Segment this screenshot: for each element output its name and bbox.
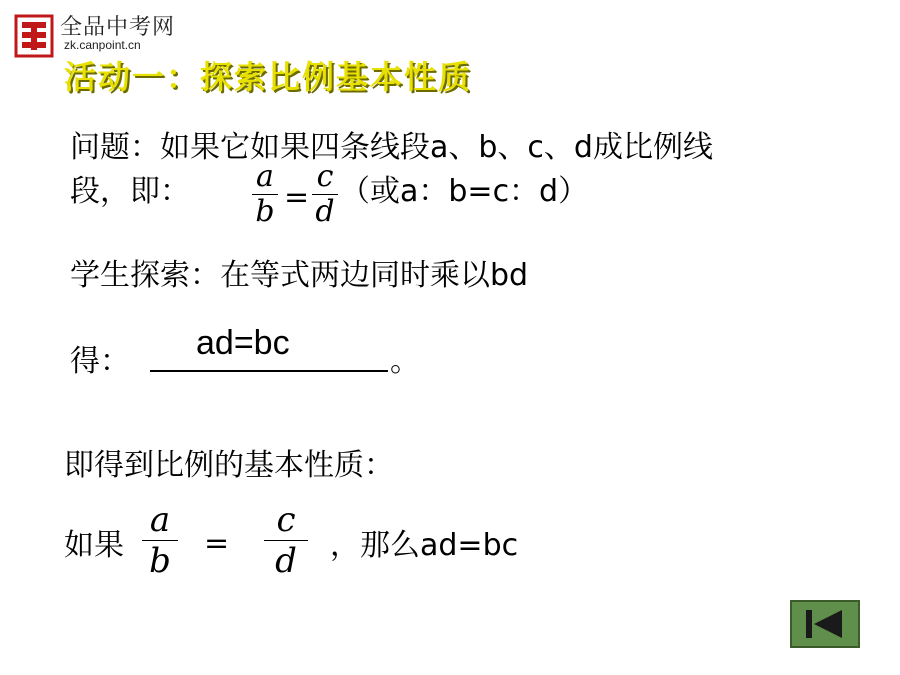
- answer-text: ad=bc: [196, 324, 290, 362]
- logo-url: zk.canpoint.cn: [64, 38, 141, 52]
- back-to-start-icon: [792, 602, 858, 646]
- equals-sign: =: [204, 526, 230, 561]
- fraction-a-over-b: [142, 500, 178, 581]
- problem-line1: 问题：如果它如果四条线段a、b、c、d成比例线: [70, 130, 713, 165]
- result-label: 得：: [70, 344, 130, 379]
- logo-name: 全品中考网: [60, 15, 176, 40]
- equals-sign: =: [284, 180, 310, 215]
- problem-line2-prefix: 段，即：: [70, 174, 190, 209]
- back-to-start-button[interactable]: [790, 600, 860, 648]
- fraction-numerator: c: [316, 159, 334, 194]
- fraction-denominator: b: [255, 194, 275, 229]
- fraction-c-over-d: [264, 500, 308, 581]
- fraction-denominator: d: [275, 541, 297, 581]
- fraction-numerator: a: [256, 159, 274, 194]
- seal-logo-icon: [14, 14, 54, 58]
- result-end: 。: [390, 344, 420, 379]
- if-label: 如果: [64, 528, 124, 563]
- fraction-denominator: b: [149, 541, 171, 581]
- property-heading: 即得到比例的基本性质：: [64, 448, 394, 483]
- fraction-numerator: a: [149, 500, 171, 540]
- fraction-numerator: c: [276, 500, 296, 540]
- alt-ratio: （或a：b=c：d）: [340, 174, 589, 209]
- explore-text: 学生探索：在等式两边同时乘以bd: [70, 258, 529, 293]
- fraction-a-over-b: [252, 160, 278, 229]
- fraction-denominator: d: [315, 194, 335, 229]
- fraction-c-over-d: [312, 160, 338, 229]
- then-text: ，那么ad=bc: [330, 528, 519, 563]
- slide-title: 活动一：探索比例基本性质: [64, 58, 473, 96]
- answer-blank-line: [150, 370, 388, 372]
